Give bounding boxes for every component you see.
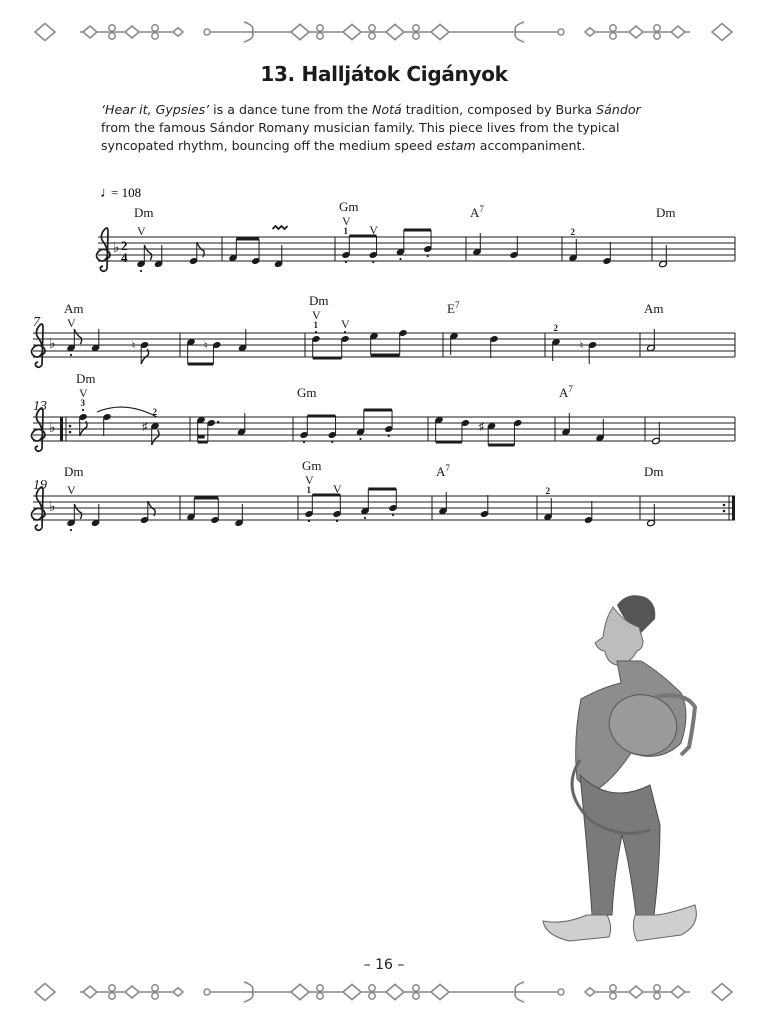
scroll-ornament xyxy=(610,985,616,991)
note xyxy=(644,464,664,527)
note xyxy=(436,463,450,515)
scroll-ornament xyxy=(610,993,616,999)
natural-accidental: ♮ xyxy=(203,340,208,352)
flag xyxy=(152,430,159,445)
measure xyxy=(64,301,149,364)
augmentation-dot xyxy=(217,421,219,423)
time-signature-denominator: 4 xyxy=(121,250,128,265)
note xyxy=(302,458,322,522)
scroll-ornament xyxy=(369,25,375,31)
note xyxy=(103,413,112,436)
circle-ornament xyxy=(558,29,564,35)
note xyxy=(544,486,553,521)
key-signature-flat: ♭ xyxy=(49,500,56,515)
measure xyxy=(64,464,155,531)
note xyxy=(204,340,221,364)
chord-root: Dm xyxy=(134,205,154,220)
staff-system xyxy=(32,458,736,531)
sharp-accidental: ♯ xyxy=(478,421,484,433)
chord-symbol xyxy=(447,300,460,316)
tempo-marking xyxy=(100,185,141,201)
sheet-music xyxy=(32,185,736,531)
note xyxy=(237,413,246,436)
intro-paragraph xyxy=(101,101,691,155)
flag xyxy=(74,504,81,519)
repeat-dot xyxy=(723,510,726,513)
treble-clef-icon xyxy=(97,228,111,271)
diamond-ornament xyxy=(431,984,449,999)
staccato-dot xyxy=(364,517,366,519)
staccato-dot xyxy=(427,255,429,257)
diamond-ornament xyxy=(83,986,97,998)
staccato-dot xyxy=(344,331,346,333)
chord-symbol xyxy=(309,293,329,308)
chord-symbol xyxy=(297,385,317,400)
staccato-dot xyxy=(388,435,390,437)
scroll-ornament xyxy=(654,993,660,999)
note xyxy=(91,504,100,527)
natural-accidental: ♮ xyxy=(579,340,584,352)
tempo-value: = 108 xyxy=(111,185,142,200)
key-signature-flat: ♭ xyxy=(49,337,56,352)
note xyxy=(580,340,597,364)
staccato-dot xyxy=(303,441,305,443)
staccato-dot xyxy=(70,354,72,356)
up-bow-icon: V xyxy=(369,223,378,237)
note xyxy=(207,419,220,442)
scroll-ornament xyxy=(152,993,158,999)
measure xyxy=(470,204,518,259)
chord-symbol xyxy=(644,464,664,479)
chord-root: Dm xyxy=(644,464,664,479)
ornamental-border-top xyxy=(35,22,732,42)
chord-symbol xyxy=(302,458,322,473)
staccato-dot xyxy=(372,261,374,263)
scroll-ornament xyxy=(317,33,323,39)
fingering-number: 1 xyxy=(306,485,311,495)
chord-root: A xyxy=(470,205,480,220)
chord-root: Dm xyxy=(656,205,676,220)
note xyxy=(396,230,405,260)
staccato-dot xyxy=(70,529,72,531)
repeat-end-barline xyxy=(732,496,735,520)
diamond-ornament xyxy=(125,986,139,998)
scroll-ornament xyxy=(413,25,419,31)
diamond-ornament xyxy=(629,26,643,38)
treble-clef-icon xyxy=(32,408,46,451)
measure xyxy=(297,385,393,443)
note xyxy=(461,419,470,442)
note xyxy=(339,199,359,263)
diamond-ornament xyxy=(386,24,404,39)
measure xyxy=(187,329,247,364)
note xyxy=(510,236,519,259)
intro-text: syncopated rhythm, bouncing off the medium speed xyxy=(101,138,437,153)
diamond-ornament xyxy=(291,24,309,39)
diamond-ornament xyxy=(173,28,183,37)
staff-system xyxy=(32,371,736,451)
measure xyxy=(652,422,661,445)
note xyxy=(361,489,370,519)
treble-clef-icon xyxy=(32,324,46,367)
intro-text: tradition, composed by Burka xyxy=(401,102,597,117)
note xyxy=(384,410,393,437)
diamond-ornament xyxy=(585,988,595,997)
natural-accidental: ♮ xyxy=(131,340,136,352)
up-bow-icon: V xyxy=(137,224,146,238)
mordent-icon xyxy=(273,226,288,229)
chord-symbol xyxy=(436,463,450,479)
page-title: 13. Halljátok Cigányok xyxy=(260,62,508,86)
scroll-ornament xyxy=(413,985,419,991)
measure xyxy=(552,323,597,364)
scroll-ornament xyxy=(317,25,323,31)
scroll-ornament xyxy=(654,33,660,39)
fingering-number: 2 xyxy=(570,227,575,237)
note xyxy=(235,504,244,527)
chord-symbol xyxy=(656,205,676,220)
note xyxy=(64,464,84,531)
intro-text: is a dance tune from the xyxy=(209,102,372,117)
circle-ornament xyxy=(204,29,210,35)
staccato-dot xyxy=(331,441,333,443)
note xyxy=(297,385,317,443)
staccato-dot xyxy=(345,261,347,263)
circle-ornament xyxy=(204,989,210,995)
chord-extension: 7 xyxy=(454,300,460,310)
note xyxy=(229,239,238,262)
fingering-number: 2 xyxy=(553,323,558,333)
note xyxy=(552,323,561,361)
chord-extension: 7 xyxy=(479,204,484,214)
chord-symbol xyxy=(134,205,154,220)
diamond-ornament xyxy=(343,984,361,999)
note xyxy=(490,335,499,358)
chord-root: Gm xyxy=(302,458,322,473)
note xyxy=(142,407,159,445)
note xyxy=(91,329,100,352)
note xyxy=(76,371,96,436)
scroll-ornament xyxy=(654,25,660,31)
scroll-ornament xyxy=(109,993,115,999)
intro-text: estam xyxy=(436,138,476,153)
flag xyxy=(144,245,151,260)
note xyxy=(328,416,337,443)
time-signature-numerator: 2 xyxy=(121,238,128,253)
intro-text: Notá xyxy=(371,102,402,117)
note xyxy=(64,301,84,356)
scroll-ornament xyxy=(109,985,115,991)
scroll-ornament xyxy=(317,985,323,991)
note xyxy=(652,422,661,445)
large-diamond-ornament xyxy=(712,24,732,41)
note xyxy=(656,205,676,268)
diamond-ornament xyxy=(671,986,685,998)
scroll-ornament xyxy=(317,993,323,999)
note xyxy=(356,410,365,440)
measure xyxy=(656,205,676,268)
intro-text: ‘Hear it, Gypsies’ xyxy=(101,102,210,117)
staff-system xyxy=(32,293,736,367)
chord-symbol xyxy=(559,384,573,400)
measure xyxy=(559,384,604,442)
measure xyxy=(339,199,432,263)
note xyxy=(423,230,432,257)
measure xyxy=(544,486,593,524)
measure xyxy=(447,300,498,358)
repeat-dot xyxy=(69,431,72,434)
measure xyxy=(309,293,407,358)
note xyxy=(309,293,329,358)
chord-root: Dm xyxy=(309,293,329,308)
large-diamond-ornament xyxy=(35,984,55,1001)
note xyxy=(370,332,379,355)
repeat-dot xyxy=(69,425,72,428)
chord-root: Gm xyxy=(339,199,359,214)
fingering-number: 3 xyxy=(80,398,85,408)
up-bow-icon: V xyxy=(79,386,88,400)
measure xyxy=(569,227,612,265)
chord-extension: 7 xyxy=(445,463,450,473)
staccato-dot xyxy=(140,270,142,272)
measure xyxy=(229,226,288,268)
staccato-dot xyxy=(392,514,394,516)
note xyxy=(389,489,398,516)
diamond-ornament xyxy=(343,24,361,39)
up-bow-icon: V xyxy=(305,473,314,487)
scroll-ornament xyxy=(413,993,419,999)
measure-number: 19 xyxy=(33,478,47,493)
chord-symbol xyxy=(470,204,484,220)
page-number: – 16 – xyxy=(363,957,405,973)
note xyxy=(480,495,489,518)
up-bow-icon: V xyxy=(342,214,351,228)
treble-clef-icon xyxy=(32,487,46,530)
chord-root: Dm xyxy=(76,371,96,386)
repeat-dot xyxy=(723,504,726,507)
quarter-note-icon: ♩ xyxy=(100,185,115,201)
chord-extension: 7 xyxy=(568,384,573,394)
flag xyxy=(74,329,81,344)
up-bow-icon: V xyxy=(67,316,76,330)
key-signature-flat: ♭ xyxy=(113,241,120,256)
scroll-ornament xyxy=(152,33,158,39)
staccato-dot xyxy=(336,520,338,522)
up-bow-icon: V xyxy=(67,483,76,497)
diamond-ornament xyxy=(386,984,404,999)
note xyxy=(273,226,288,268)
note xyxy=(134,205,154,272)
staff-system xyxy=(97,199,736,272)
scroll-ornament xyxy=(109,25,115,31)
chord-root: A xyxy=(436,464,446,479)
chord-symbol xyxy=(76,371,96,386)
repeat-start-barline xyxy=(60,417,63,441)
scroll-ornament xyxy=(610,25,616,31)
chord-root: Dm xyxy=(64,464,84,479)
up-bow-icon: V xyxy=(341,317,350,331)
intro-text: Sándor xyxy=(596,102,641,117)
key-signature-flat: ♭ xyxy=(49,421,56,436)
note xyxy=(584,501,593,524)
staccato-dot xyxy=(359,438,361,440)
note xyxy=(132,340,149,364)
note xyxy=(644,301,664,352)
scroll-ornament xyxy=(152,985,158,991)
diamond-ornament xyxy=(671,26,685,38)
chord-root: Am xyxy=(644,301,664,316)
measure xyxy=(644,301,664,352)
diamond-ornament xyxy=(431,24,449,39)
scroll-ornament xyxy=(152,25,158,31)
up-bow-icon: V xyxy=(333,482,342,496)
diamond-ornament xyxy=(629,986,643,998)
fingering-number: 2 xyxy=(152,407,157,417)
note xyxy=(187,498,196,521)
chord-symbol xyxy=(644,301,664,316)
note xyxy=(154,245,163,268)
illustration-drummer xyxy=(543,595,696,941)
ornamental-border-bottom xyxy=(35,982,732,1002)
note xyxy=(341,317,350,358)
note xyxy=(603,242,612,265)
measure-number: 7 xyxy=(33,315,40,330)
chord-root: A xyxy=(559,385,569,400)
diamond-ornament xyxy=(83,26,97,38)
measure xyxy=(302,458,397,522)
chord-root: Gm xyxy=(297,385,317,400)
note xyxy=(596,419,605,442)
diamond-ornament xyxy=(291,984,309,999)
staccato-dot xyxy=(399,258,401,260)
note xyxy=(447,300,460,355)
diamond-ornament xyxy=(125,26,139,38)
scroll-ornament xyxy=(109,33,115,39)
scroll-ornament xyxy=(413,33,419,39)
chord-symbol xyxy=(64,464,84,479)
note xyxy=(559,384,573,436)
note xyxy=(569,227,578,262)
measure-number: 13 xyxy=(33,399,47,414)
scroll-ornament xyxy=(369,993,375,999)
intro-text: from the famous Sándor Romany musician family. This piece lives from the typical xyxy=(101,120,620,135)
diamond-ornament xyxy=(173,988,183,997)
staccato-dot xyxy=(82,409,84,411)
large-diamond-ornament xyxy=(712,984,732,1001)
diamond-ornament xyxy=(585,28,595,37)
sharp-accidental: ♯ xyxy=(142,421,148,433)
measure xyxy=(644,464,664,527)
scroll-ornament xyxy=(610,33,616,39)
measure xyxy=(436,463,489,518)
up-bow-icon: V xyxy=(312,308,321,322)
note xyxy=(470,204,484,256)
staccato-dot xyxy=(315,331,317,333)
chord-symbol xyxy=(339,199,359,214)
measure xyxy=(134,205,204,272)
fingering-number: 1 xyxy=(343,226,348,236)
scroll-ornament xyxy=(369,33,375,39)
chord-root: E xyxy=(447,301,455,316)
scroll-ornament xyxy=(654,985,660,991)
chord-symbol xyxy=(64,301,84,316)
fingering-number: 1 xyxy=(313,320,318,330)
chord-root: Am xyxy=(64,301,84,316)
measure xyxy=(76,371,159,445)
circle-ornament xyxy=(558,989,564,995)
note xyxy=(238,329,247,352)
fingering-number: 2 xyxy=(545,486,550,496)
large-diamond-ornament xyxy=(35,24,55,41)
staccato-dot xyxy=(308,520,310,522)
intro-text: accompaniment. xyxy=(475,138,586,153)
scroll-ornament xyxy=(369,985,375,991)
